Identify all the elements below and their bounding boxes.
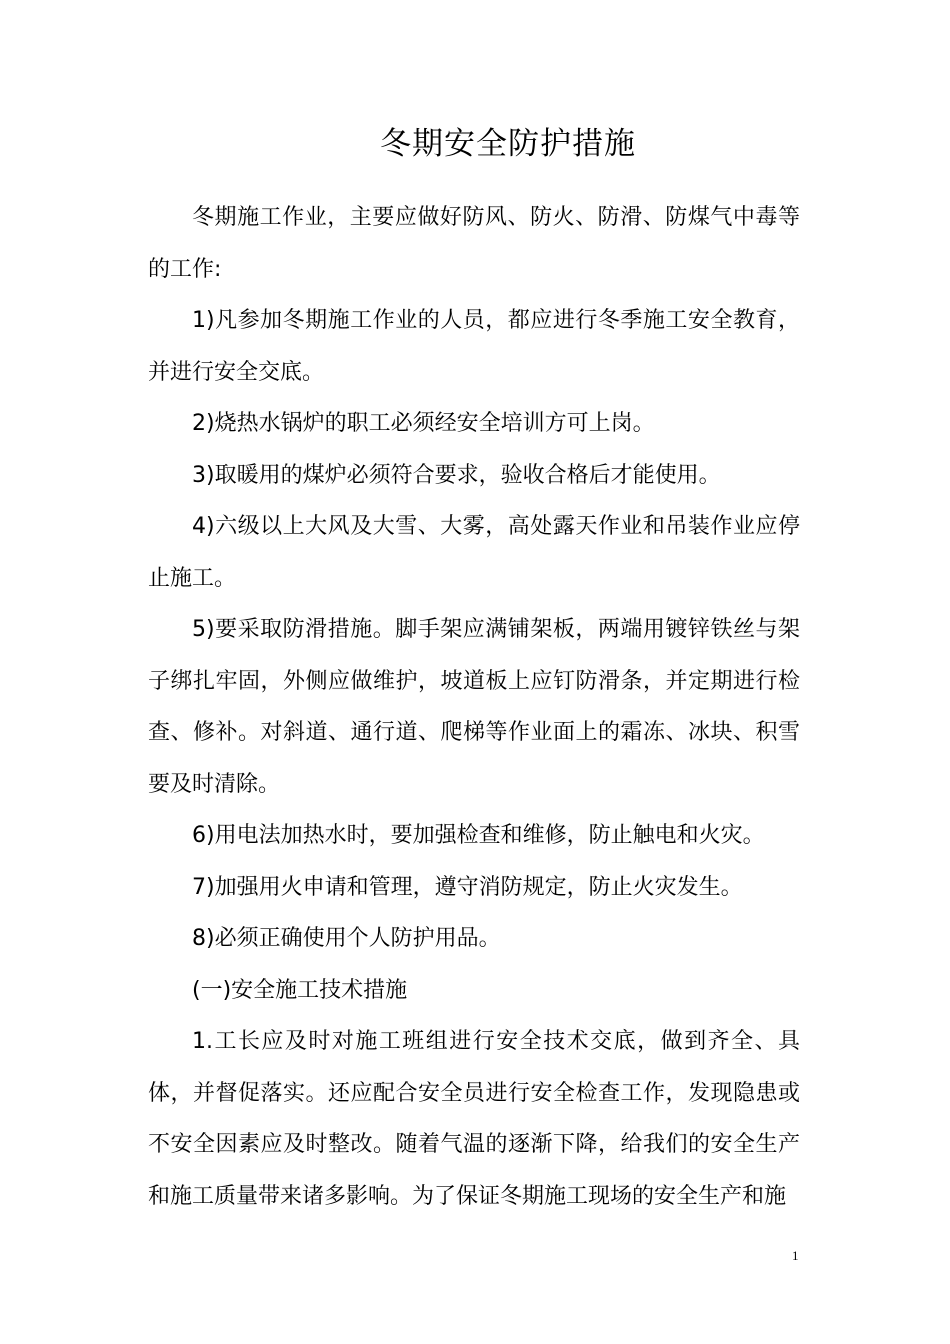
page-number: 1 (792, 1248, 799, 1263)
paragraph-item-6: 6)用电法加热水时，要加强检查和维修，防止触电和火灾。 (192, 823, 765, 848)
document-body (148, 192, 800, 1222)
paragraph-item-5: 5)要采取防滑措施。脚手架应满铺架板，两端用镀锌铁丝与架子绑扎牢固，外侧应做维护，坡道板上应钉防滑条，并定期进行检查、修补。对斜道、通行道、爬梯等作业面上的霜冻、冰块、积雪要及时清除。 (148, 617, 800, 797)
paragraph-item-1: 1)凡参加冬期施工作业的人员，都应进行冬季施工安全教育，并进行安全交底。 (148, 308, 800, 385)
paragraph-intro: 冬期施工作业，主要应做好防风、防火、防滑、防煤气中毒等的工作: (148, 205, 800, 282)
paragraph-item-2: 2)烧热水锅炉的职工必须经安全培训方可上岗。 (192, 411, 655, 436)
paragraph-section-1: 1.工长应及时对施工班组进行安全技术交底，做到齐全、具体，并督促落实。还应配合安全员进行安全检查工作，发现隐患或不安全因素应及时整改。随着气温的逐渐下降，给我们的安全生产和施工质量带来诸多影响。为了保证冬期施工现场的安全生产和施 (148, 1029, 800, 1209)
paragraph-item-7: 7)加强用火申请和管理，遵守消防规定，防止火灾发生。 (192, 874, 743, 900)
paragraph-item-8: 8)必须正确使用个人防护用品。 (192, 926, 501, 951)
document-title: 冬期安全防护措施 (380, 126, 636, 162)
paragraph-item-3: 3)取暖用的煤炉必须符合要求，验收合格后才能使用。 (192, 462, 721, 488)
paragraph-item-4: 4)六级以上大风及大雪、大雾，高处露天作业和吊装作业应停止施工。 (148, 514, 800, 591)
section-heading: (一)安全施工技术措施 (192, 977, 408, 1003)
